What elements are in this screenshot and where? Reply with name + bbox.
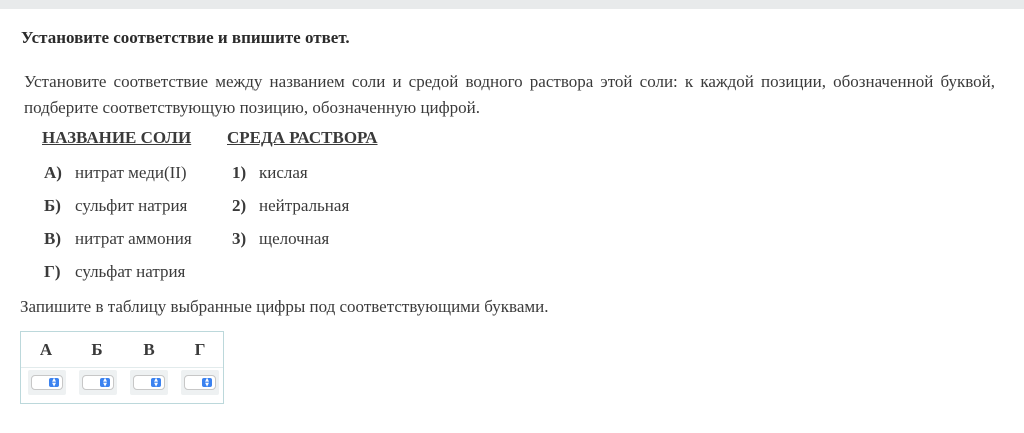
answer-table: [20, 331, 224, 404]
answer-cell-v: [130, 370, 168, 395]
environment-item-3: [232, 229, 329, 249]
salt-key: А): [44, 163, 62, 182]
salt-item-v: [44, 229, 192, 249]
top-strip: [0, 0, 1024, 9]
select-stepper-icon: ▲ ▼: [151, 378, 161, 387]
environment-item-2: [232, 196, 349, 216]
answer-letter-g: Г: [194, 340, 206, 359]
environment-key: 1): [232, 163, 247, 182]
salt-name: нитрат меди(II): [75, 163, 187, 182]
salt-key: Г): [44, 262, 61, 281]
task-heading: Установите соответствие и впишите ответ.: [21, 28, 350, 47]
salt-column-header: НАЗВАНИЕ СОЛИ: [42, 128, 192, 147]
answer-prompt: Запишите в таблицу выбранные цифры под соответствующими буквами.: [20, 297, 549, 316]
environment-name: нейтральная: [259, 196, 350, 215]
environment-name: щелочная: [259, 229, 330, 248]
salt-item-g: [44, 262, 185, 282]
environment-key: 3): [232, 229, 247, 248]
environment-column-header: СРЕДА РАСТВОРА: [227, 128, 378, 147]
select-stepper-icon: ▲ ▼: [49, 378, 59, 387]
select-stepper-icon: ▲ ▼: [202, 378, 212, 387]
environment-key: 2): [232, 196, 247, 215]
salt-item-b: [44, 196, 187, 216]
answer-letter-a: А: [39, 340, 53, 359]
answer-cell-b: [79, 370, 117, 395]
answer-select-b[interactable]: [82, 375, 114, 390]
answer-select-v[interactable]: [133, 375, 165, 390]
task-instruction: Установите соответствие между названием соли и средой водного раствора этой соли: к каждой позиции, обозначенной буквой, подберите соответствующую позицию, обозначенную цифрой.: [24, 72, 995, 117]
environment-item-1: [232, 163, 308, 183]
answer-select-g[interactable]: [184, 375, 216, 390]
salt-name: сульфит натрия: [75, 196, 188, 215]
select-stepper-icon: ▲ ▼: [100, 378, 110, 387]
answer-letter-b: Б: [91, 340, 103, 359]
answer-cell-g: [181, 370, 219, 395]
salt-name: сульфат натрия: [75, 262, 186, 281]
answer-table-divider: [21, 367, 223, 368]
salt-key: Б): [44, 196, 61, 215]
answer-select-a[interactable]: [31, 375, 63, 390]
salt-name: нитрат аммония: [75, 229, 192, 248]
environment-name: кислая: [259, 163, 308, 182]
answer-letter-v: В: [143, 340, 155, 359]
answer-cell-a: [28, 370, 66, 395]
salt-item-a: [44, 163, 187, 183]
salt-key: В): [44, 229, 61, 248]
